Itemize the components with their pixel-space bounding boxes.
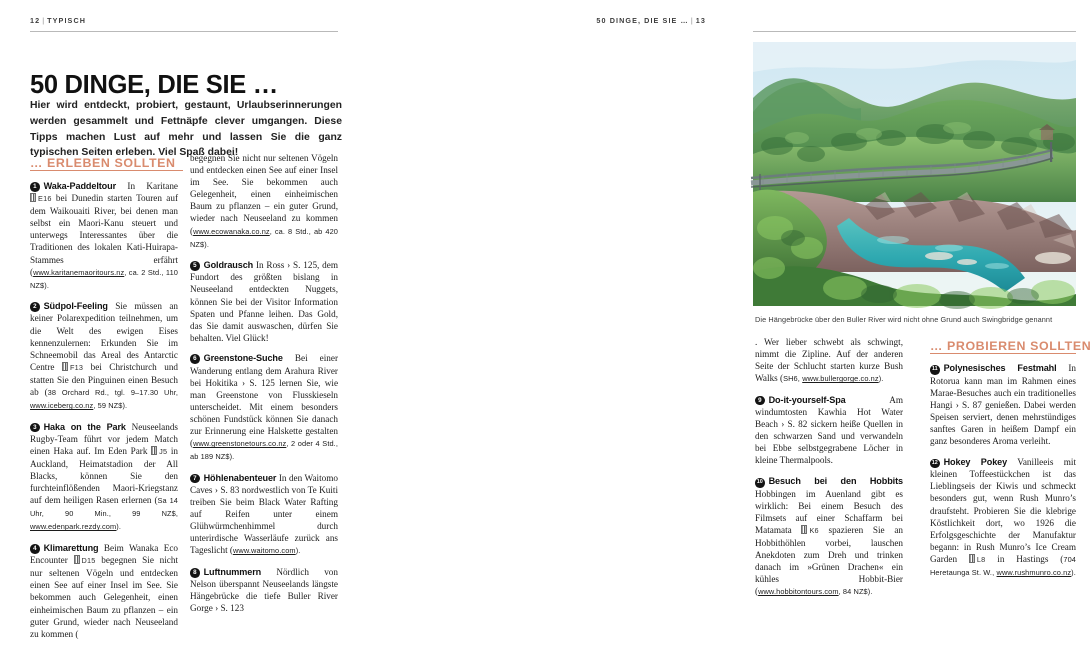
item-url[interactable]: www.karitanemaoritours.nz bbox=[33, 267, 125, 277]
list-item-3 bbox=[30, 421, 178, 534]
running-head-section-left: TYPISCH bbox=[47, 16, 87, 25]
map-grid-code: E16 bbox=[38, 194, 52, 204]
running-head-separator-right: | bbox=[690, 16, 694, 25]
list-item-9 bbox=[755, 394, 903, 467]
item-number-badge: 12 bbox=[930, 459, 940, 469]
list-item-5 bbox=[190, 259, 338, 344]
running-head-section-right: 50 DINGE, DIE SIE … bbox=[596, 16, 689, 25]
header-rule-left bbox=[30, 31, 338, 32]
item-meta-2: ). bbox=[1071, 568, 1076, 577]
item-number-badge: 1 bbox=[30, 182, 40, 192]
list-item-1 bbox=[30, 180, 178, 292]
section-rule-probieren bbox=[930, 353, 1076, 354]
map-reference bbox=[801, 526, 818, 535]
item-url[interactable]: www.ecowanaka.co.nz bbox=[193, 226, 270, 236]
item-text-2: bei Dunedin starten Touren auf dem Waikouaiti River, bei denen man selbst ein Maori-Kanu steuert und unterwegs Interessantes über die Traditionen des lokalen Kati-Huirapa-Stammes erfährt ( bbox=[30, 193, 179, 277]
map-grid-code: L8 bbox=[976, 554, 986, 564]
page-right bbox=[368, 0, 1091, 648]
item-meta: SH6, bbox=[783, 374, 800, 384]
item-number-badge: 7 bbox=[190, 474, 200, 484]
cross-reference[interactable]: › S. 123 bbox=[215, 603, 244, 614]
running-head-left bbox=[30, 16, 86, 25]
map-reference bbox=[62, 363, 83, 372]
item-text-2: genießen. Dabei werden Speisen serviert, denen mehrstündiges sanftes Garen in heißem Dampf ein ganz besonderes Aroma verleiht. bbox=[930, 399, 1077, 447]
item-lead-title: Besuch bei den Hobbits bbox=[768, 475, 903, 486]
item-text-2: lernen Sie, wie man Greenstone von Flusskieseln unterscheidet. Mit einem besonders schönen Fundstück können Sie danach zur Erinnerung eine Halskette gestalten ( bbox=[190, 377, 339, 449]
map-reference bbox=[151, 447, 167, 456]
item-lead-title: Klimarettung bbox=[43, 543, 99, 554]
photo-swingbridge-buller-river bbox=[753, 42, 1076, 306]
item-meta: , ca. 2 Std., 110 NZ$). bbox=[30, 267, 178, 290]
item-url[interactable]: www.iceberg.co.nz bbox=[30, 401, 94, 411]
item-lead-title: Goldrausch bbox=[203, 260, 254, 271]
running-head-right bbox=[596, 16, 706, 25]
item-meta-2: ). bbox=[878, 374, 884, 384]
list-item-2 bbox=[30, 300, 178, 412]
item-text-2: bei Christchurch und statten Sie den Pinguinen einen Besuch ab ( bbox=[30, 361, 179, 397]
map-grid-code: D15 bbox=[81, 556, 96, 566]
cross-reference[interactable]: › S. 87 bbox=[955, 399, 982, 410]
item-text: Neuseelands Rugby-Team führt vor jedem Match einen Haka auf. Im Eden Park bbox=[30, 421, 178, 456]
list-item-6 bbox=[190, 352, 338, 463]
text-column-2 bbox=[190, 152, 338, 623]
item-url[interactable]: www.greenstonetours.co.nz bbox=[193, 439, 287, 449]
map-book-icon bbox=[151, 446, 157, 455]
item-lead-title: Südpol-Feeling bbox=[43, 301, 108, 312]
item-number-badge: 8 bbox=[190, 568, 200, 578]
item-number-badge: 5 bbox=[190, 261, 200, 271]
map-reference bbox=[30, 194, 52, 203]
item-meta: 38 Orchard Rd., tgl. 9–17.30 Uhr, bbox=[47, 388, 179, 397]
map-grid-code: K6 bbox=[809, 525, 819, 535]
photo-caption: Die Hängebrücke über den Buller River wird nicht ohne Grund auch Swingbridge genannt bbox=[755, 315, 1053, 324]
map-grid-code: F13 bbox=[69, 362, 84, 372]
item-text-2: begegnen Sie nicht nur seltenen Vögeln und entdecken einen See auf einer Insel im See. Sie bekommen auch Gelegenheit, einen einheimischen Baum zu pflanzen – ein guter Grund, wieder nach Neuseeland zu kommen ( bbox=[30, 555, 179, 639]
item-text: In den Waitomo Caves bbox=[190, 472, 338, 495]
item-lead-title: Hokey Pokey bbox=[943, 456, 1008, 467]
map-book-icon bbox=[30, 193, 36, 202]
item-lead-title: Polynesisches Festmahl bbox=[943, 363, 1057, 373]
list-item-7 bbox=[190, 472, 338, 558]
list-item-8-continued bbox=[755, 336, 903, 385]
page-title: 50 DINGE, DIE SIE … bbox=[30, 71, 278, 100]
item-text: In Karitane bbox=[127, 181, 179, 191]
item-url[interactable]: www.hobbitontours.com bbox=[758, 587, 839, 597]
list-item-12 bbox=[930, 456, 1076, 579]
map-book-icon bbox=[74, 555, 80, 564]
cross-reference[interactable]: › S. 125 bbox=[287, 260, 318, 271]
item-url[interactable]: www.waitomo.com bbox=[232, 546, 296, 556]
list-item-4 bbox=[30, 542, 178, 640]
item-text-continued: . Wer lieber schwebt als schwingt, nimmt die Zipline. Auf der anderen Seite der Schlucht starten kurze Bush Walks ( bbox=[755, 337, 903, 384]
item-text: Beim Wanaka Eco Encounter bbox=[30, 543, 178, 566]
running-head-separator-left: | bbox=[42, 16, 46, 25]
item-meta: ). bbox=[295, 546, 301, 556]
item-url[interactable]: www.edenpark.rezdy.com bbox=[30, 522, 117, 532]
item-meta: , 84 NZ$). bbox=[838, 587, 873, 597]
item-text: In Rotorua kann man im Rahmen eines Marae-Besuches auch ein traditionelles Hangi bbox=[930, 363, 1077, 410]
item-number-badge: 10 bbox=[755, 478, 765, 488]
item-number-badge: 4 bbox=[30, 544, 40, 554]
item-text-2: spazieren Sie an Hobbithöhlen vorbei, lauschen Anekdoten zum Dreh und trinken danach im »Grünen Drachen« ein kühles Hobbit-Bier ( bbox=[755, 524, 904, 597]
list-item-11 bbox=[930, 362, 1076, 447]
item-lead-title: Luftnummern bbox=[203, 566, 262, 577]
item-meta: , 2 oder 4 Std., ab 189 NZ$). bbox=[190, 439, 338, 462]
list-item-8 bbox=[190, 566, 338, 614]
item-meta: 704 Heretaunga St. W., bbox=[930, 554, 1077, 577]
item-lead-title: Höhlenabenteuer bbox=[203, 472, 277, 483]
item-lead-title: Greenstone-Suche bbox=[203, 353, 283, 364]
map-book-icon bbox=[62, 362, 68, 371]
cross-reference[interactable]: › S. 83 bbox=[214, 484, 240, 495]
item-meta-2: ). bbox=[116, 522, 121, 532]
item-meta: , ca. 8 Std., ab 420 NZ$). bbox=[190, 226, 338, 249]
section-rule-erleben bbox=[30, 170, 183, 171]
section-heading-probieren: … PROBIEREN SOLLTEN bbox=[930, 339, 1091, 353]
cross-reference[interactable]: › S. 82 bbox=[781, 419, 808, 430]
item-text-continued: begegnen Sie nicht nur seltenen Vögeln und entdecken einen See auf einer Insel im See. Sie bekommen auch Gelegenheit, einen einheimischen Baum zu pflanzen – ein guter Grund, wieder nach Neuseeland zu kommen ( bbox=[190, 153, 338, 236]
photo-illustration bbox=[753, 42, 1076, 306]
item-lead-title: Do-it-yourself-Spa bbox=[768, 394, 846, 405]
header-rule-right bbox=[753, 31, 1076, 32]
item-meta: Sa 14 Uhr, 90 Min., 99 NZ$, bbox=[30, 496, 178, 519]
item-text: Nördlich von Nelson überspannt Neuseelands längste Hängebrücke die tiefe Buller River Gorge bbox=[190, 566, 338, 614]
item-lead-title: Waka-Paddeltour bbox=[43, 181, 117, 191]
item-text: In Ross bbox=[255, 260, 285, 271]
list-item-10 bbox=[755, 475, 903, 598]
cross-reference[interactable]: › S. 125 bbox=[242, 377, 275, 388]
item-text: Vanilleeis mit kleinen Toffeestückchen ist das Lieblingseis der Kiwis und schmeckt besonders gut, wenn Rush Munro’s draufsteht. Probieren Sie die klebrige Köstlichkeit dort, wo 1926 die Erfolgsgeschichte der Manufaktur begann: in Rush Munro’s Ice Cream Garden bbox=[930, 456, 1077, 564]
item-number-badge: 3 bbox=[30, 423, 40, 433]
text-column-1 bbox=[30, 180, 178, 648]
item-text-2: , dem Fundort des größten bislang in Neuseeland entdeckten Nuggets, können Sie bei der Visitor Information Spaten und Pfanne leihen. Das Gold, das Sie damit auswaschen, dürfen Sie behalten. Viel Glück! bbox=[190, 260, 338, 343]
standfirst-paragraph: Hier wird entdeckt, probiert, gestaunt, Urlaubserinnerungen werden gesammelt und Fettnäpfe clever umgangen. Diese Tipps machen Lust auf mehr und lassen Sie die ganz typischen Seiten erleben. Viel Spaß dabei! bbox=[30, 100, 342, 159]
item-text: Bei einer Wanderung entlang dem Arahura River bei Hokitika bbox=[190, 353, 339, 388]
item-number-badge: 11 bbox=[930, 365, 940, 375]
list-item-4-continued bbox=[190, 152, 338, 251]
item-number-badge: 6 bbox=[190, 354, 200, 364]
item-text: Am windumtosten Kawhia Hot Water Beach bbox=[755, 394, 903, 430]
item-number-badge: 9 bbox=[755, 396, 765, 406]
page-number-right: 13 bbox=[695, 16, 706, 25]
item-number-badge: 2 bbox=[30, 302, 40, 312]
map-book-icon bbox=[801, 525, 807, 534]
item-url[interactable]: www.bullergorge.co.nz bbox=[802, 374, 879, 384]
item-text-2: sickern heiße Quellen in den schwarzen Sand und verwandeln bei Ebbe selbstgegrabene Löcher in kleine Thermalpools. bbox=[755, 419, 904, 466]
page-number-left: 12 bbox=[30, 16, 41, 25]
item-meta-2: , 59 NZ$). bbox=[93, 401, 128, 411]
item-text: Hobbingen im Auenland gibt es wirklich: Bei einem Besuch des Filmsets auf einer Schaffarm bei Matamata bbox=[755, 488, 903, 535]
map-book-icon bbox=[969, 554, 975, 563]
section-heading-erleben: … ERLEBEN SOLLTEN bbox=[30, 156, 176, 170]
item-url[interactable]: www.rushmunro.co.nz bbox=[996, 568, 1072, 577]
text-column-4 bbox=[930, 362, 1076, 588]
item-lead-title: Haka on the Park bbox=[43, 421, 126, 432]
item-text-2: in Auckland, Heimatstadion der All Blacks, können Sie den furchteinflößenden Maori-Kriegstanz auf dem heiligen Rasen erlernen ( bbox=[30, 445, 179, 506]
item-text-2: nordwestlich von Te Kuiti treiben Sie beim Black Water Rafting auf Reifen unter einem Glühwürmchenhimmel durch unterirdische Wasserläufe zurück ans Tageslicht ( bbox=[190, 484, 339, 556]
page-left bbox=[0, 0, 368, 648]
map-reference bbox=[969, 555, 986, 564]
map-grid-code: J5 bbox=[159, 446, 168, 456]
item-text: Sie müssen an keiner Polarexpedition teilnehmen, um die Welt des ewigen Eises kennenzulernen: Erkunden Sie im Schneemobil das Areal des Antarctic Centre bbox=[30, 301, 179, 372]
item-text-2: in Hastings ( bbox=[997, 553, 1064, 564]
map-reference bbox=[74, 556, 96, 565]
text-column-3 bbox=[755, 336, 903, 607]
